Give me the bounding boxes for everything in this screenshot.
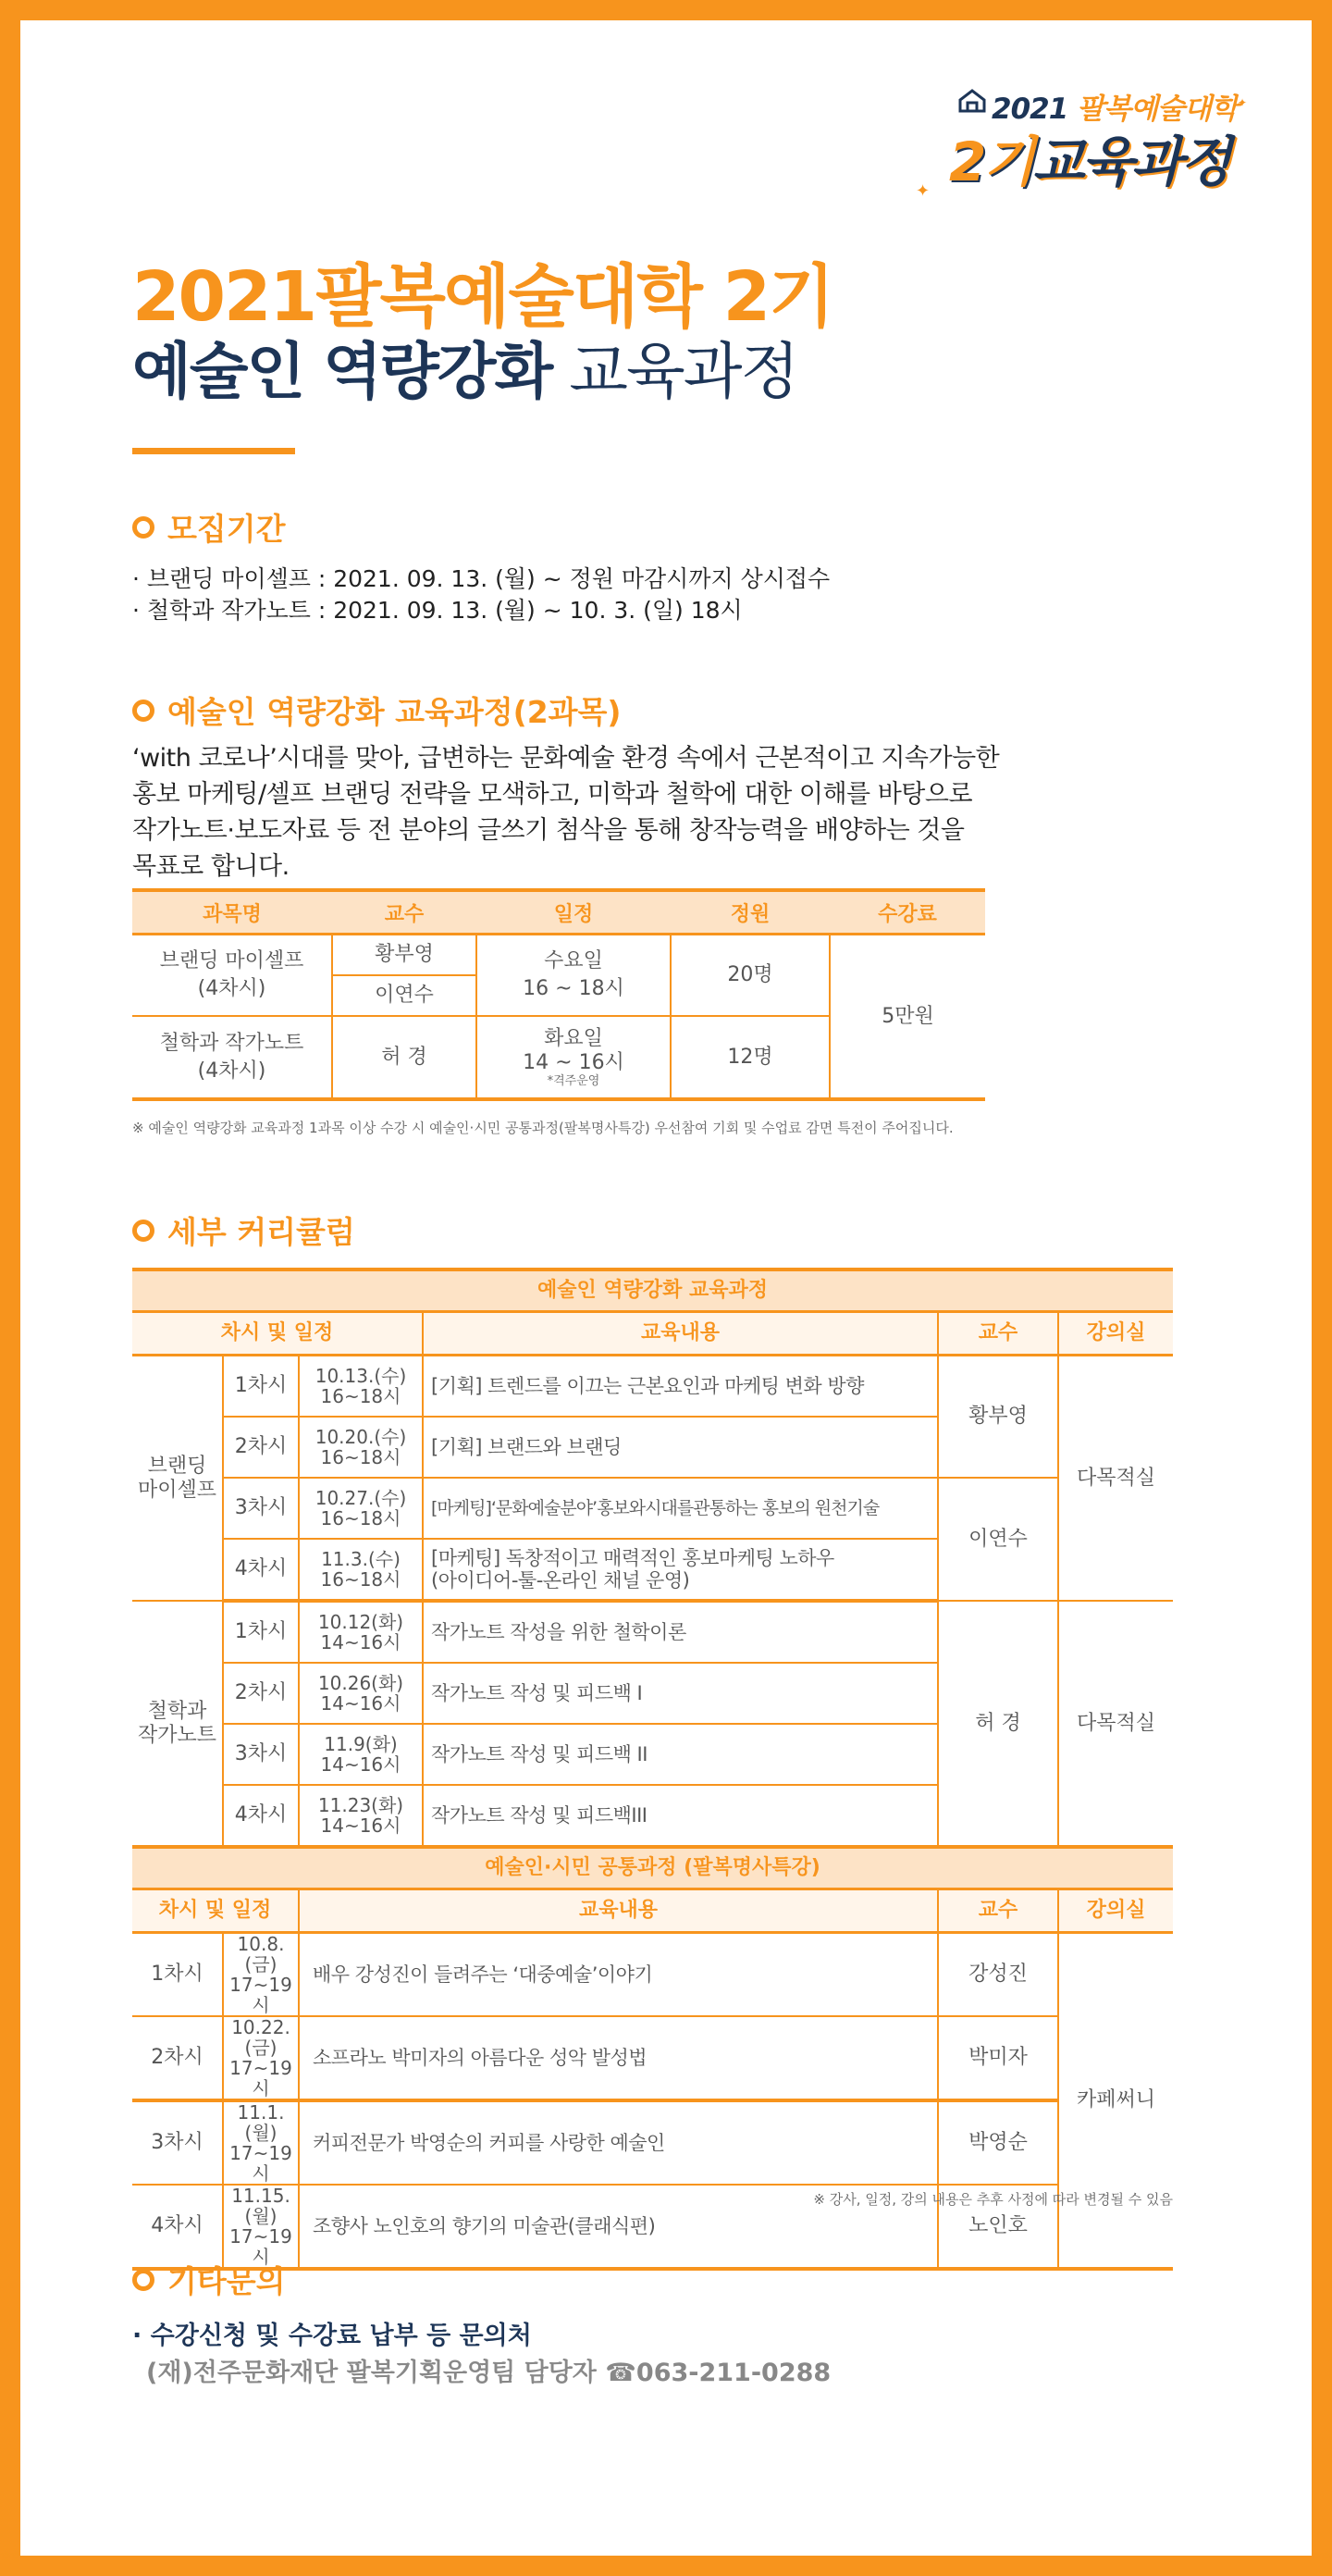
content-cell: [기획] 브랜드와 브랜딩 — [423, 1417, 938, 1478]
recruit-item: · 철학과 작가노트 : 2021. 09. 13. (월) ~ 10. 3. (일) 18시 — [132, 597, 743, 624]
content-cell: 소프라노 박미자의 아름다운 성악 발성법 — [299, 2016, 938, 2100]
table-header: 교수 — [332, 890, 476, 935]
logo-year: 2021 팔복예술대학 — [992, 93, 1238, 126]
session-cell: 4차시 — [223, 1539, 299, 1601]
prof-cell: 황부영 — [938, 1356, 1058, 1479]
title-divider — [132, 448, 295, 454]
prof-cell: 노인호 — [938, 2185, 1058, 2269]
section-heading-contact: 기타문의 — [132, 2258, 286, 2301]
table-header: 교수 — [938, 1889, 1058, 1933]
room-cell: 다목적실 — [1058, 1601, 1173, 1847]
section-heading-curriculum: 세부 커리큘럼 — [132, 1208, 355, 1252]
page-subtitle: 예술인 역량강화 교육과정 — [132, 336, 798, 407]
contact-phone: (재)전주문화재단 팔복기획운영팀 담당자 ☎063-211-0288 — [146, 2359, 832, 2387]
capacity-cell: 12명 — [671, 1016, 830, 1099]
session-cell: 3차시 — [223, 1478, 299, 1539]
session-cell: 1차시 — [223, 1356, 299, 1418]
session-cell: 2차시 — [132, 2016, 223, 2100]
date-cell: 10.12(화) 14~16시 — [299, 1601, 423, 1663]
prof-cell: 박영순 — [938, 2100, 1058, 2185]
band-title: 예술인 역량강화 교육과정 — [132, 1269, 1173, 1312]
table-header: 수강료 — [830, 890, 985, 935]
session-cell: 3차시 — [132, 2100, 223, 2185]
table-header: 일정 — [476, 890, 671, 935]
logo-main: 2기교육과정 — [949, 130, 1229, 193]
room-cell: 카페써니 — [1058, 1933, 1173, 2270]
course-footnote: ※ 예술인 역량강화 교육과정 1과목 이상 수강 시 예술인·시민 공통과정(팔복명사특강) 우선참여 기회 및 수업료 감면 특전이 주어집니다. — [132, 1120, 954, 1136]
fee-cell: 5만원 — [830, 935, 985, 1100]
circle-bullet-icon — [132, 516, 154, 539]
section-heading-course: 예술인 역량강화 교육과정(2과목) — [132, 688, 622, 732]
date-cell: 10.20.(수) 16~18시 — [299, 1417, 423, 1478]
session-cell: 4차시 — [132, 2185, 223, 2269]
page-title: 2021팔복예술대학 2기 — [132, 257, 833, 337]
capacity-cell: 20명 — [671, 935, 830, 1017]
table-header: 차시 및 일정 — [132, 1312, 423, 1356]
circle-bullet-icon — [132, 1220, 154, 1242]
table-header: 교수 — [938, 1312, 1058, 1356]
date-cell: 10.27.(수) 16~18시 — [299, 1478, 423, 1539]
band-title: 예술인·시민 공통과정 (팔복명사특강) — [132, 1847, 1173, 1889]
session-cell: 4차시 — [223, 1785, 299, 1847]
section-heading-recruit: 모집기간 — [132, 505, 286, 549]
contact-label: · 수강신청 및 수강료 납부 등 문의처 — [132, 2322, 532, 2350]
date-cell: 11.9(화) 14~16시 — [299, 1724, 423, 1785]
date-cell: 11.23(화) 14~16시 — [299, 1785, 423, 1847]
prof-cell: 이연수 — [332, 975, 476, 1016]
session-cell: 1차시 — [132, 1933, 223, 2017]
course-summary-table — [132, 888, 985, 1101]
content-cell: [마케팅]‘문화예술분야’홍보와시대를관통하는 홍보의 원천기술 — [423, 1478, 938, 1539]
content-cell: [기획] 트렌드를 이끄는 근본요인과 마케팅 변화 방향 — [423, 1356, 938, 1418]
table-header: 과목명 — [132, 890, 332, 935]
date-cell: 10.13.(수) 16~18시 — [299, 1356, 423, 1418]
schedule-cell: 화요일 14 ~ 16시 *격주운영 — [476, 1016, 671, 1099]
session-cell: 1차시 — [223, 1601, 299, 1663]
date-cell: 11.1.(월) 17~19시 — [223, 2100, 299, 2185]
session-cell: 2차시 — [223, 1417, 299, 1478]
content-cell: 작가노트 작성 및 피드백 II — [423, 1724, 938, 1785]
house-icon — [958, 89, 986, 113]
group-cell: 브랜딩 마이셀프 — [132, 1356, 223, 1602]
content-cell: [마케팅] 독창적이고 매력적인 홍보마케팅 노하우 (아이디어-툴-온라인 채널 운영) — [423, 1539, 938, 1601]
prof-cell: 허 경 — [332, 1016, 476, 1099]
room-cell: 다목적실 — [1058, 1356, 1173, 1602]
group-cell: 철학과 작가노트 — [132, 1601, 223, 1847]
curriculum-footnote: ※ 강사, 일정, 강의 내용은 추후 사정에 따라 변경될 수 있음 — [813, 2191, 1173, 2208]
date-cell: 10.26(화) 14~16시 — [299, 1663, 423, 1724]
prof-cell: 박미자 — [938, 2016, 1058, 2100]
date-cell: 11.15.(월) 17~19시 — [223, 2185, 299, 2269]
sparkle-icon: ✦ — [916, 181, 931, 201]
curriculum-table — [132, 1268, 1173, 2271]
sparkle-icon: ✦ — [1238, 96, 1248, 109]
content-cell: 작가노트 작성 및 피드백 I — [423, 1663, 938, 1724]
schedule-note: *격주운영 — [547, 1073, 600, 1088]
content-cell: 배우 강성진이 들려주는 ‘대중예술’이야기 — [299, 1933, 938, 2017]
subject-cell: 브랜딩 마이셀프 (4차시) — [132, 935, 332, 1017]
session-cell: 2차시 — [223, 1663, 299, 1724]
content-cell: 조향사 노인호의 향기의 미술관(클래식편) — [299, 2185, 938, 2269]
schedule-cell: 수요일 16 ~ 18시 — [476, 935, 671, 1017]
prof-cell: 강성진 — [938, 1933, 1058, 2017]
date-cell: 10.22.(금) 17~19시 — [223, 2016, 299, 2100]
date-cell: 10.8.(금) 17~19시 — [223, 1933, 299, 2017]
table-header: 차시 및 일정 — [132, 1889, 299, 1933]
subject-cell: 철학과 작가노트 (4차시) — [132, 1016, 332, 1099]
table-header: 강의실 — [1058, 1312, 1173, 1356]
recruit-item: · 브랜딩 마이셀프 : 2021. 09. 13. (월) ~ 정원 마감시까지 상시접수 — [132, 565, 831, 592]
table-header: 교육내용 — [299, 1889, 938, 1933]
table-header: 교육내용 — [423, 1312, 938, 1356]
circle-bullet-icon — [132, 2269, 154, 2291]
content-cell: 작가노트 작성 및 피드백III — [423, 1785, 938, 1847]
prof-cell: 이연수 — [938, 1478, 1058, 1601]
table-header: 강의실 — [1058, 1889, 1173, 1933]
date-cell: 11.3.(수) 16~18시 — [299, 1539, 423, 1601]
prof-cell: 황부영 — [332, 935, 476, 976]
table-header: 정원 — [671, 890, 830, 935]
content-cell: 작가노트 작성을 위한 철학이론 — [423, 1601, 938, 1663]
course-description: ‘with 코로나’시대를 맞아, 급변하는 문화예술 환경 속에서 근본적이고 지속가능한 홍보 마케팅/셀프 브랜딩 전략을 모색하고, 미학과 철학에 대한 이해를 바탕으로 작가노트·보도자료 등 전 분야의 글쓰기 첨삭을 통해 창작능력을 배양하는 것을 목표로 합니다. — [132, 744, 1000, 881]
circle-bullet-icon — [132, 700, 154, 722]
prof-cell: 허 경 — [938, 1601, 1058, 1847]
session-cell: 3차시 — [223, 1724, 299, 1785]
content-cell: 커피전문가 박영순의 커피를 사랑한 예술인 — [299, 2100, 938, 2185]
